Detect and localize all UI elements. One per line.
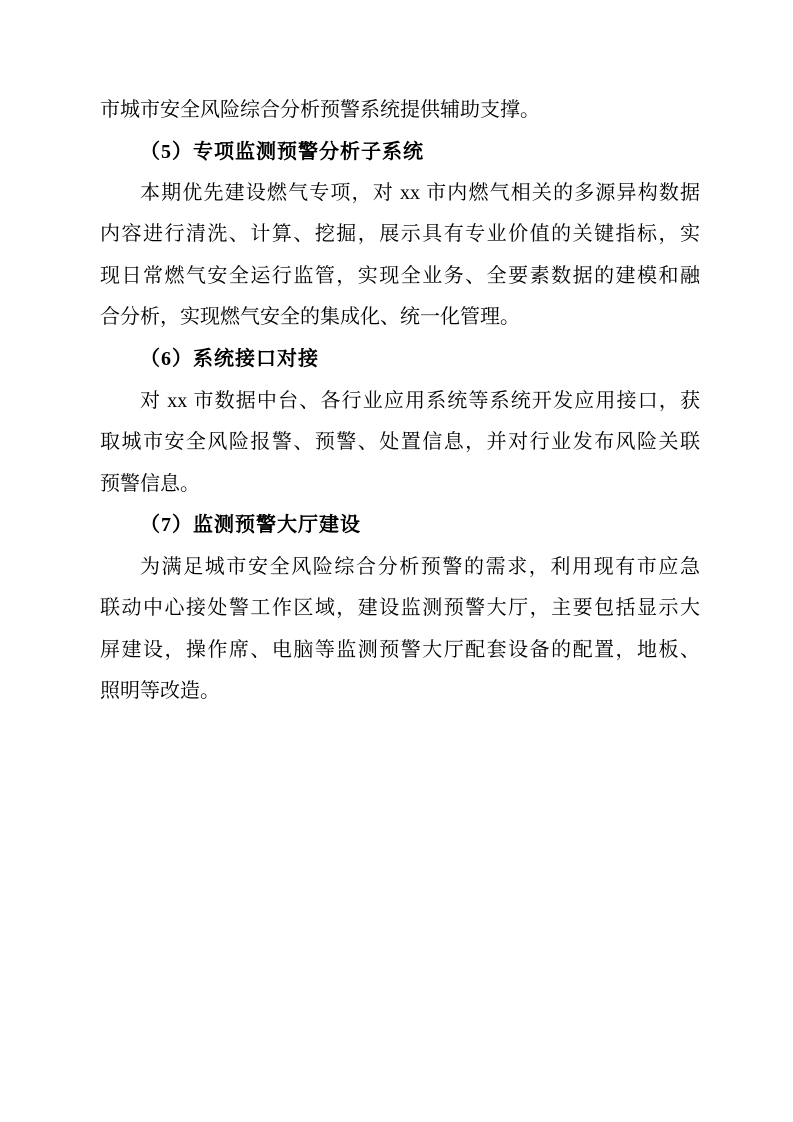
section-heading-6: （6）系统接口对接 xyxy=(140,348,319,370)
section-heading-7: （7）监测预警大厅建设 xyxy=(140,514,361,536)
body-text-line: 对 xx 市数据中台、各行业应用系统等系统开发应用接口，获 xyxy=(140,390,700,412)
section-heading-5: （5）专项监测预警分析子系统 xyxy=(140,141,424,163)
body-text-line: 为满足城市安全风险综合分析预警的需求，利用现有市应急 xyxy=(140,556,700,578)
body-text-line: 本期优先建设燃气专项，对 xx 市内燃气相关的多源异构数据 xyxy=(140,182,700,204)
body-text-line: 预警信息。 xyxy=(100,473,200,495)
body-text-line: 屏建设，操作席、电脑等监测预警大厅配套设备的配置，地板、 xyxy=(100,639,700,661)
body-text-line: 现日常燃气安全运行监管，实现全业务、全要素数据的建模和融 xyxy=(100,265,700,287)
body-text-line: 联动中心接处警工作区域，建设监测预警大厅，主要包括显示大 xyxy=(100,597,700,619)
body-text-line: 照明等改造。 xyxy=(100,680,220,702)
body-text-line: 取城市安全风险报警、预警、处置信息，并对行业发布风险关联 xyxy=(100,431,700,453)
body-text-line: 市城市安全风险综合分析预警系统提供辅助支撑。 xyxy=(100,99,540,121)
body-text-line: 合分析，实现燃气安全的集成化、统一化管理。 xyxy=(100,306,520,328)
body-text-line: 内容进行清洗、计算、挖掘，展示具有专业价值的关键指标，实 xyxy=(100,223,700,245)
